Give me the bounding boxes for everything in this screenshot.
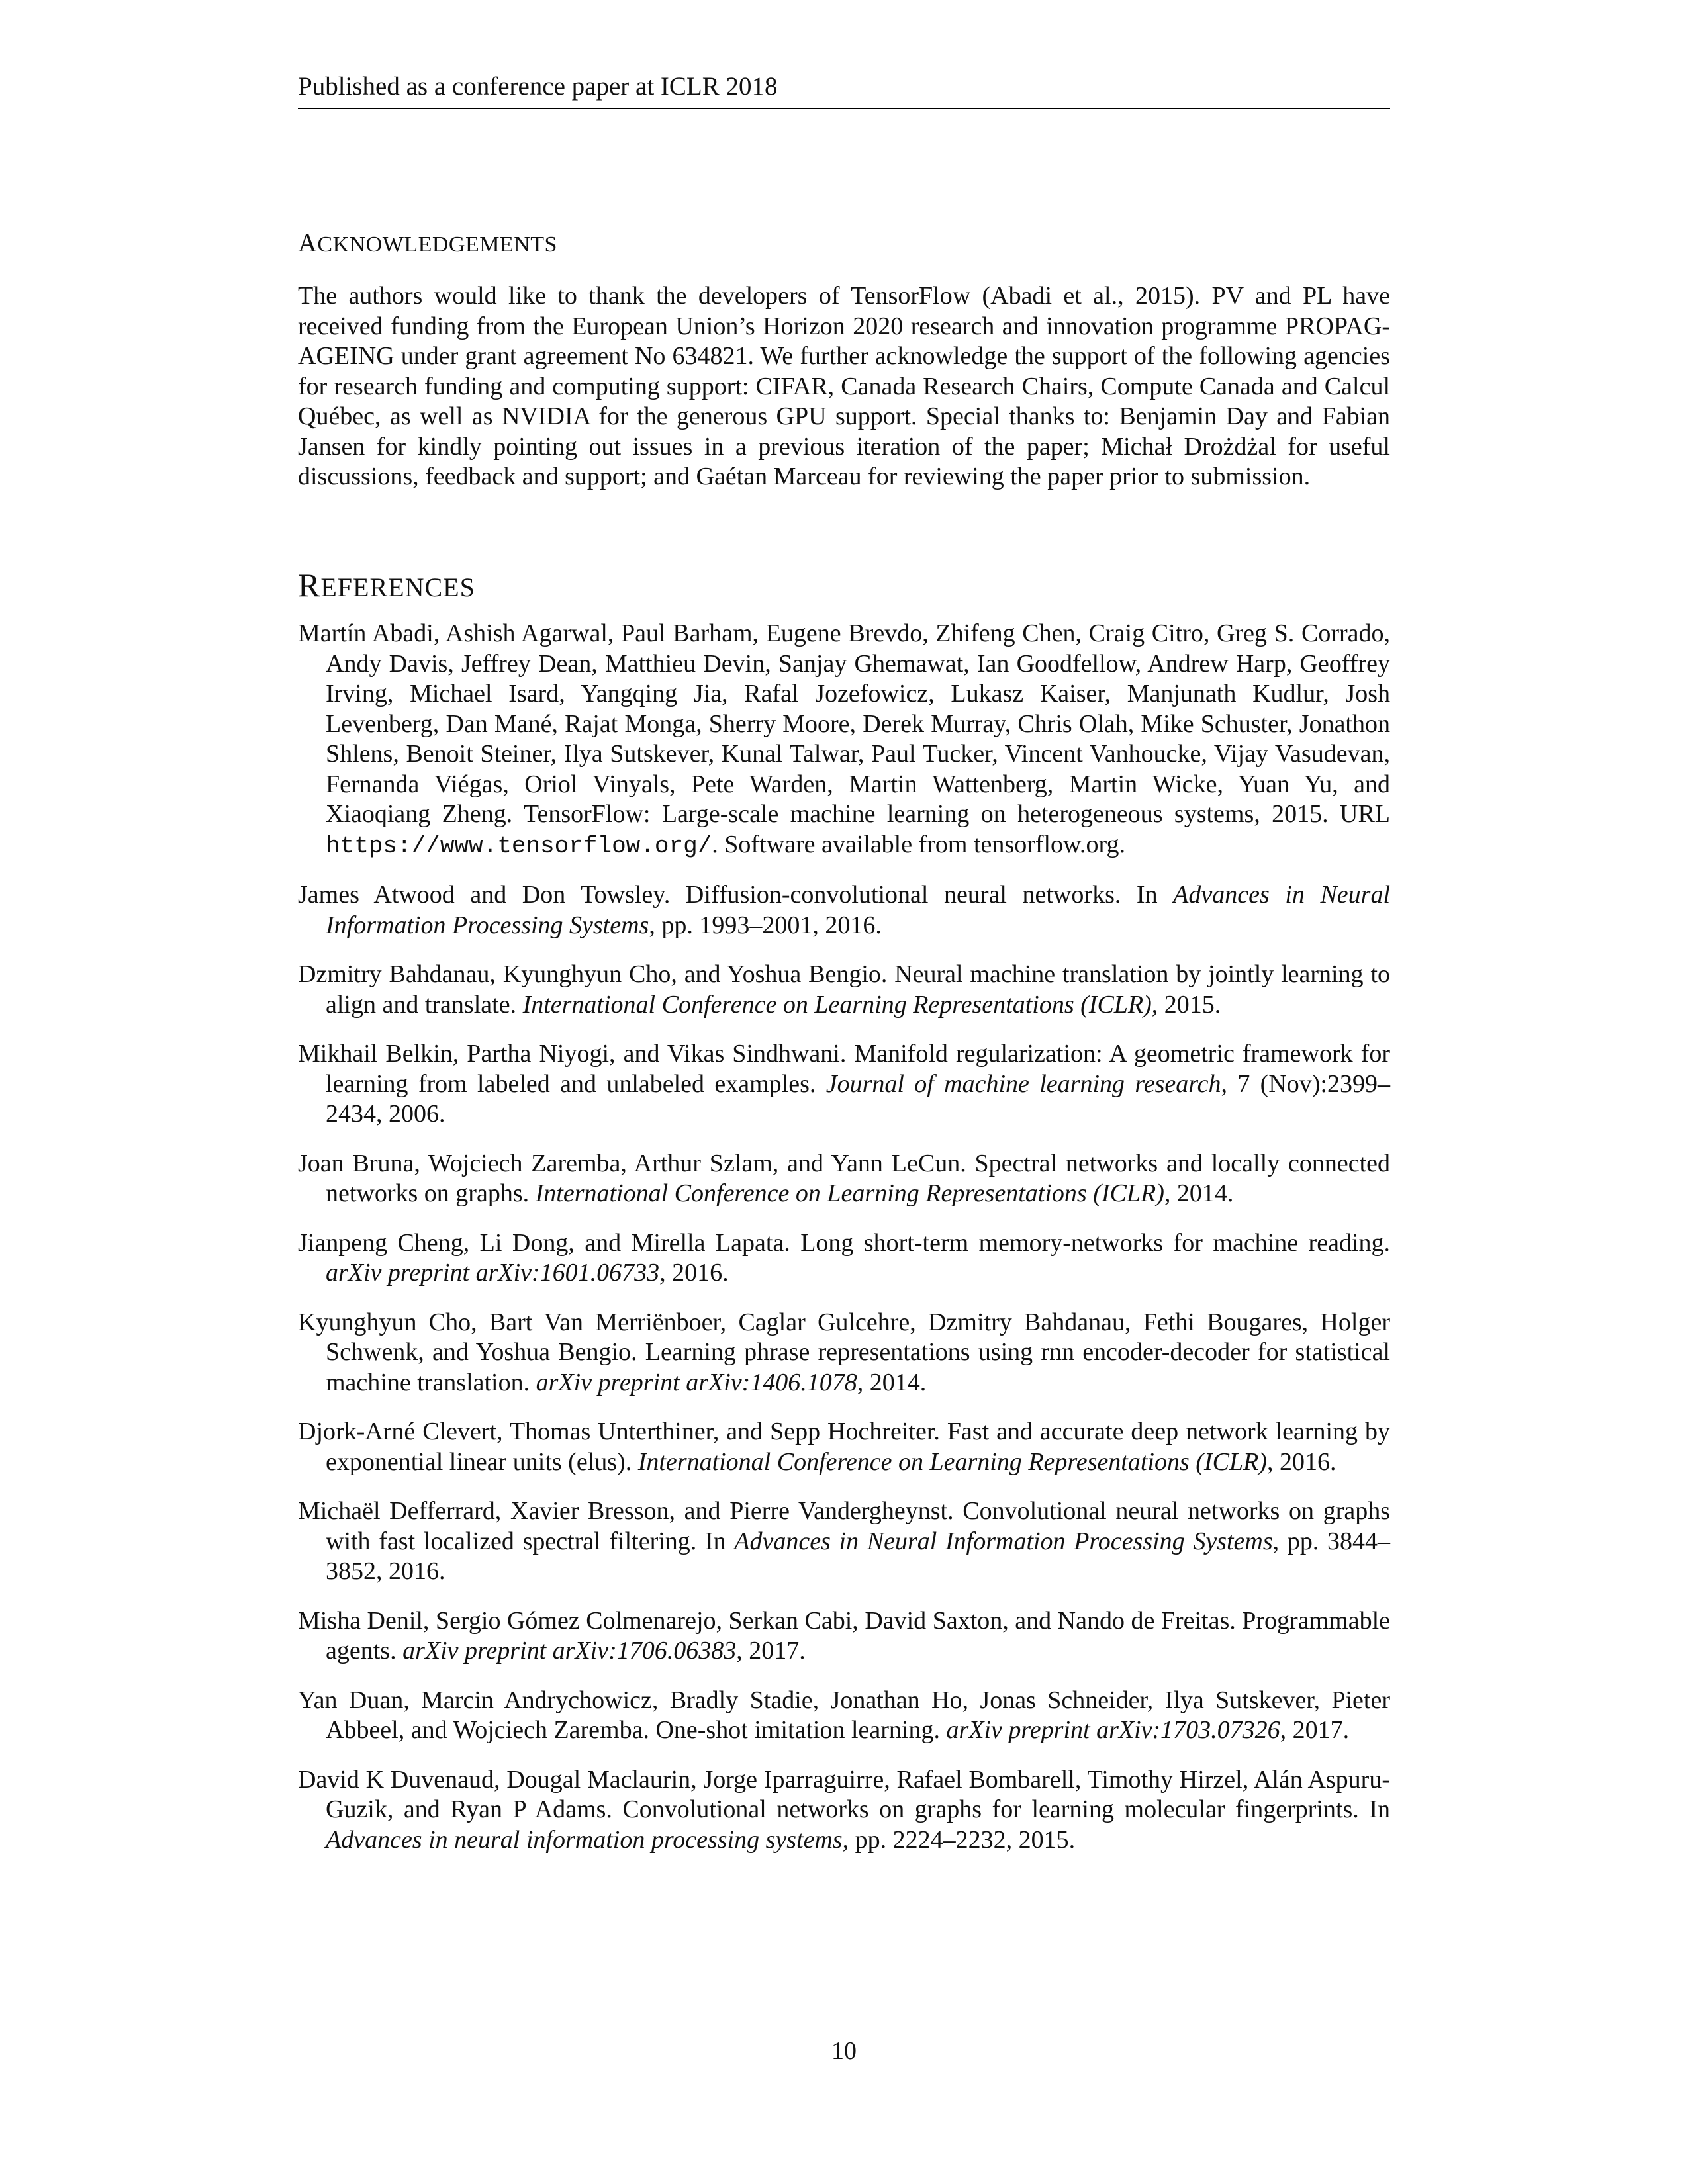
reference-text-end: , 2016. (1266, 1447, 1336, 1476)
reference-item (298, 1308, 1390, 1398)
reference-text: Djork-Arné Clevert, Thomas Unterthiner, and Sepp Hochreiter. Fast and accurate deep network learning by exponential linear units (elus). (298, 1418, 1390, 1476)
reference-item (298, 1228, 1390, 1289)
reference-venue: International Conference on Learning Representations (ICLR) (637, 1447, 1267, 1476)
reference-text-end: , 2014. (857, 1368, 927, 1396)
acknowledgements-heading (298, 228, 557, 259)
reference-item (298, 1606, 1390, 1666)
reference-item (298, 1496, 1390, 1587)
reference-text: Joan Bruna, Wojciech Zaremba, Arthur Szlam, and Yann LeCun. Spectral networks and locally connected networks on graphs. (298, 1149, 1390, 1207)
reference-text: David K Duvenaud, Dougal Maclaurin, Jorge Iparraguirre, Rafael Bombarell, Timothy Hirzel, Alán Aspuru-Guzik, and Ryan P Adams. Convolutional networks on graphs for learning molecular fingerprints. In (298, 1765, 1390, 1823)
reference-venue: arXiv preprint arXiv:1706.06383 (402, 1637, 737, 1664)
reference-text: Jianpeng Cheng, Li Dong, and Mirella Lapata. Long short-term memory-networks for machine reading. (298, 1228, 1390, 1257)
reference-text-end: , 2017. (1280, 1716, 1350, 1744)
reference-venue: arXiv preprint arXiv:1406.1078 (536, 1368, 857, 1396)
reference-text-end: , 2016. (659, 1259, 729, 1287)
page-number: 10 (831, 2037, 857, 2065)
running-header: Published as a conference paper at ICLR 2018 (298, 69, 1390, 109)
reference-item (298, 1686, 1390, 1746)
reference-venue: arXiv preprint arXiv:1601.06733 (326, 1259, 660, 1287)
references-heading (298, 568, 475, 605)
reference-text: Kyunghyun Cho, Bart Van Merriënboer, Caglar Gulcehre, Dzmitry Bahdanau, Fethi Bougares, Holger Schwenk, and Yoshua Bengio. Learning phrase representations using rnn encoder-decoder for statistical machine translation. (298, 1308, 1390, 1396)
reference-item (298, 619, 1390, 861)
acknowledgements-body: The authors would like to thank the developers of TensorFlow (Abadi et al., 2015). PV and PL have received funding from the European Union’s Horizon 2020 research and innovation programme PROPAG-AGEING under grant agreement No 634821. We further acknowledge the support of the following agencies for research funding and computing support: CIFAR, Canada Research Chairs, Compute Canada and Calcul Québec, as well as NVIDIA for the generous GPU support. Special thanks to: Benjamin Day and Fabian Jansen for kindly pointing out issues in a previous iteration of the paper; Michał Drożdżal for useful discussions, feedback and support; and Gaétan Marceau for reviewing the paper prior to submission. (298, 282, 1390, 490)
acknowledgements-heading-rest: CKNOWLEDGEMENTS (317, 232, 557, 257)
reference-venue: International Conference on Learning Representations (ICLR) (522, 990, 1152, 1019)
reference-venue: Advances in neural information processing systems (326, 1825, 843, 1854)
acknowledgements-heading-initial: A (298, 228, 318, 257)
reference-text: Mikhail Belkin, Partha Niyogi, and Vikas Sindhwani. Manifold regularization: A geometric framework for learning from labeled and unlabeled examples. (298, 1040, 1390, 1098)
reference-venue: arXiv preprint arXiv:1703.07326 (946, 1716, 1280, 1744)
reference-list (298, 619, 1390, 1874)
reference-text: Yan Duan, Marcin Andrychowicz, Bradly Stadie, Jonathan Ho, Jonas Schneider, Ilya Sutskever, Pieter Abbeel, and Wojciech Zaremba. One-shot imitation learning. (298, 1686, 1390, 1744)
reference-item (298, 1039, 1390, 1130)
reference-text-end: . Software available from tensorflow.org. (712, 830, 1125, 858)
reference-venue: Journal of machine learning research (825, 1069, 1221, 1098)
references-heading-rest: EFERENCES (320, 572, 475, 602)
reference-text: James Atwood and Don Towsley. Diffusion-convolutional neural networks. In (298, 881, 1174, 909)
reference-item (298, 960, 1390, 1020)
reference-text: Misha Denil, Sergio Gómez Colmenarejo, Serkan Cabi, David Saxton, and Nando de Freitas. Programmable agents. (298, 1606, 1390, 1664)
reference-text-end: , 7 (Nov):2399–2434, 2006. (326, 1069, 1390, 1128)
reference-text-end: , pp. 2224–2232, 2015. (842, 1825, 1076, 1854)
reference-text-end: , pp. 3844–3852, 2016. (326, 1527, 1390, 1585)
reference-text: Martín Abadi, Ashish Agarwal, Paul Barham, Eugene Brevdo, Zhifeng Chen, Craig Citro, Greg S. Corrado, Andy Davis, Jeffrey Dean, Matthieu Devin, Sanjay Ghemawat, Ian Goodfellow, Andrew Harp, Geoffrey Irving, Michael Isard, Yangqing Jia, Rafal Jozefowicz, Lukasz Kaiser, Manjunath Kudlur, Josh Levenberg, Dan Mané, Rajat Monga, Sherry Moore, Derek Murray, Chris Olah, Mike Schuster, Jonathon Shlens, Benoit Steiner, Ilya Sutskever, Kunal Talwar, Paul Tucker, Vincent Vanhoucke, Vijay Vasudevan, Fernanda Viégas, Oriol Vinyals, Pete Warden, Martin Wattenberg, Martin Wicke, Yuan Yu, and Xiaoqiang Zheng. TensorFlow: Large-scale machine learning on heterogeneous systems, 2015. URL (298, 619, 1390, 828)
reference-text: Dzmitry Bahdanau, Kyunghyun Cho, and Yoshua Bengio. Neural machine translation by jointly learning to align and translate. (298, 960, 1390, 1019)
reference-item (298, 880, 1390, 940)
reference-url-link[interactable]: https://www.tensorflow.org/ (326, 832, 712, 860)
reference-text-end: , 2015. (1151, 990, 1221, 1019)
reference-text-end: , pp. 1993–2001, 2016. (649, 911, 882, 939)
references-heading-initial: R (298, 567, 321, 604)
reference-venue: Advances in Neural Information Processing Systems (326, 881, 1390, 939)
reference-item (298, 1765, 1390, 1856)
reference-text-end: , 2014. (1164, 1179, 1234, 1207)
reference-venue: International Conference on Learning Representations (ICLR) (535, 1179, 1164, 1207)
reference-venue: Advances in Neural Information Processing Systems (734, 1527, 1273, 1555)
reference-text: Michaël Defferrard, Xavier Bresson, and Pierre Vandergheynst. Convolutional neural networks on graphs with fast localized spectral filtering. In (298, 1497, 1390, 1555)
reference-item (298, 1149, 1390, 1209)
reference-item (298, 1417, 1390, 1477)
reference-text-end: , 2017. (736, 1637, 806, 1664)
